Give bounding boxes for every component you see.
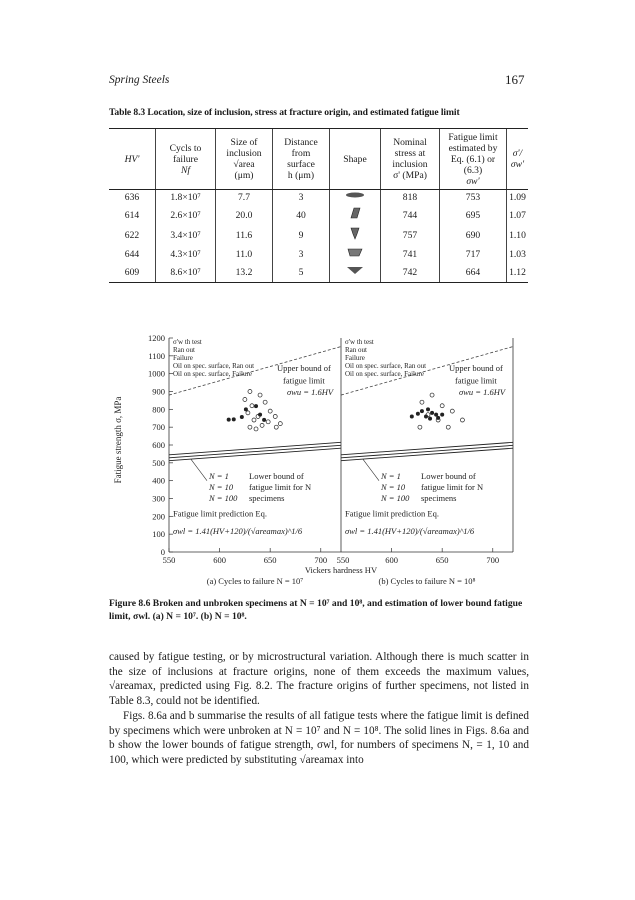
table-row bbox=[109, 246, 528, 264]
header-stress: Nominal stress at inclusion σ' (MPa) bbox=[381, 129, 440, 190]
cell-dist: 3 bbox=[273, 190, 330, 207]
failure-point bbox=[254, 404, 258, 408]
y-tick-label: 800 bbox=[152, 404, 165, 415]
y-tick-label: 500 bbox=[152, 457, 165, 468]
ranout-point bbox=[252, 418, 256, 422]
body-paragraph-2: Figs. 8.6a and b summarise the results of all fatigue tests where the fatigue limit is defined by specimens which were unbroken at N = 10⁷ and N = 10⁸. The solid lines in Figs. 8.6a and b show the lower bounds of fatigue strength, σwl, for numbers of specimens N, = 1, 10 and 100, which were predicted by substituting √areamax into bbox=[109, 710, 529, 766]
y-tick-label: 300 bbox=[152, 493, 165, 504]
x-tick-label: 700 bbox=[486, 555, 500, 565]
lower-bound-label-2: fatigue limit for N bbox=[421, 481, 484, 492]
cell-fatigue: 717 bbox=[440, 246, 507, 264]
failure-point bbox=[410, 414, 414, 418]
x-tick-label: 700 bbox=[314, 555, 328, 565]
ranout-point bbox=[263, 400, 267, 404]
legend-entry: σ'w th test bbox=[345, 338, 374, 346]
legend-entry: Oil on spec. surface, Ran out bbox=[173, 362, 255, 370]
y-tick-label: 400 bbox=[152, 475, 165, 486]
cell-fatigue: 753 bbox=[440, 190, 507, 207]
legend-entry: Oil on spec. surface, Ran out bbox=[345, 362, 427, 370]
cell-stress: 818 bbox=[381, 190, 440, 207]
cell-hv: 636 bbox=[124, 192, 140, 203]
cell-hv: 622 bbox=[124, 230, 140, 241]
y-tick-label: 1100 bbox=[148, 350, 165, 361]
lower-bound-label-3: specimens bbox=[249, 492, 285, 503]
y-tick-label: 900 bbox=[152, 386, 165, 397]
ranout-point bbox=[248, 390, 252, 394]
cell-hv: 644 bbox=[124, 249, 140, 260]
cell-stress: 741 bbox=[381, 246, 440, 264]
header-hv: HV' bbox=[109, 129, 156, 190]
lower-bound-line bbox=[341, 448, 513, 460]
failure-point bbox=[430, 411, 434, 415]
figure-svg bbox=[109, 330, 529, 590]
failure-point bbox=[428, 417, 432, 421]
cell-cycles: 3.4×10⁷ bbox=[156, 226, 216, 246]
inclusion-shape-icon bbox=[330, 246, 381, 264]
y-axis-title: Fatigue strength σ, MPa bbox=[113, 396, 123, 484]
lower-bound-line bbox=[341, 445, 513, 457]
cell-ratio: 1.07 bbox=[507, 206, 529, 226]
leader-line bbox=[191, 459, 207, 480]
failure-point bbox=[416, 412, 420, 416]
lower-bound-n-label: N = 100 bbox=[381, 492, 410, 503]
cell-size: 11.6 bbox=[216, 226, 273, 246]
legend-entry: Ran out bbox=[173, 346, 195, 354]
failure-point bbox=[240, 415, 244, 419]
ranout-point bbox=[260, 423, 264, 427]
failure-point bbox=[232, 417, 236, 421]
failure-point bbox=[424, 414, 428, 418]
ranout-point bbox=[274, 425, 278, 429]
cell-cycles: 4.3×10⁷ bbox=[156, 246, 216, 264]
lower-bound-n-label: N = 10 bbox=[209, 481, 234, 492]
ranout-point bbox=[446, 425, 450, 429]
header-ratio: σ'/σw' bbox=[507, 129, 529, 190]
lower-bound-line bbox=[341, 442, 513, 454]
y-tick-label: 100 bbox=[152, 529, 165, 540]
ranout-point bbox=[418, 425, 422, 429]
table-row bbox=[109, 264, 528, 283]
lower-bound-line bbox=[169, 445, 341, 457]
table-header-row bbox=[109, 129, 528, 190]
leader-line bbox=[363, 459, 379, 480]
failure-point bbox=[258, 413, 262, 417]
legend-entry: σ'w th test bbox=[173, 338, 202, 346]
ranout-point bbox=[440, 404, 444, 408]
lower-bound-label: Lower bound of bbox=[249, 470, 304, 481]
x-tick-label: 650 bbox=[263, 555, 277, 565]
cell-size: 11.0 bbox=[216, 246, 273, 264]
x-tick-label: 550 bbox=[162, 555, 176, 565]
failure-point bbox=[420, 409, 424, 413]
legend-entry: Oil on spec. surface, Failure bbox=[173, 370, 252, 378]
cell-stress: 742 bbox=[381, 264, 440, 283]
cell-size: 20.0 bbox=[216, 206, 273, 226]
figure-caption: Figure 8.6 Broken and unbroken specimens at N = 10⁷ and 10⁸, and estimation of lower bound fatigue limit, σwl. (a) N = 10⁷. (b) N = 10⁸. bbox=[109, 598, 523, 622]
ranout-point bbox=[273, 414, 277, 418]
lower-bound-line bbox=[169, 442, 341, 454]
cell-ratio: 1.12 bbox=[507, 264, 529, 283]
inclusion-shape-icon bbox=[330, 206, 381, 226]
header-cycles: Cycls to failure Nf bbox=[156, 129, 216, 190]
table-row bbox=[109, 206, 528, 226]
ranout-point bbox=[246, 411, 250, 415]
table-row bbox=[109, 190, 528, 207]
legend-entry: Ran out bbox=[345, 346, 367, 354]
cell-cycles: 2.6×10⁷ bbox=[156, 206, 216, 226]
figure-8-6 bbox=[109, 330, 529, 590]
y-tick-label: 600 bbox=[152, 440, 165, 450]
lower-bound-label-3: specimens bbox=[421, 492, 457, 503]
failure-point bbox=[426, 407, 430, 411]
lower-bound-line bbox=[169, 448, 341, 460]
prediction-formula: σwl = 1.41(HV+120)/(√areamax)^1/6 bbox=[173, 526, 303, 537]
prediction-label: Fatigue limit prediction Eq. bbox=[345, 508, 439, 519]
panel-title: (a) Cycles to failure N = 10⁷ bbox=[206, 576, 304, 586]
lower-bound-n-label: N = 100 bbox=[209, 492, 238, 503]
inclusion-shape-icon bbox=[330, 190, 381, 207]
cell-ratio: 1.09 bbox=[507, 190, 529, 207]
legend-entry: Failure bbox=[345, 354, 365, 362]
cell-dist: 9 bbox=[273, 226, 330, 246]
header-fatigue: Fatigue limit estimated by Eq. (6.1) or (6.3) σw' bbox=[440, 129, 507, 190]
ranout-point bbox=[254, 427, 258, 431]
ranout-point bbox=[430, 393, 434, 397]
lower-bound-n-label: N = 1 bbox=[209, 470, 229, 481]
header-size: Size of inclusion √area (μm) bbox=[216, 129, 273, 190]
ranout-point bbox=[243, 398, 247, 402]
x-axis-title: Vickers hardness HV bbox=[304, 565, 378, 575]
ranout-point bbox=[278, 422, 282, 426]
ranout-point bbox=[258, 393, 262, 397]
y-tick-label: 1000 bbox=[148, 368, 165, 379]
ranout-point bbox=[450, 409, 454, 413]
cell-cycles: 8.6×10⁷ bbox=[156, 264, 216, 283]
inclusion-shape-icon bbox=[330, 264, 381, 283]
cell-fatigue: 695 bbox=[440, 206, 507, 226]
legend-entry: Oil on spec. surface, Failure bbox=[345, 370, 424, 378]
upper-bound-label-2: fatigue limit bbox=[283, 375, 325, 386]
table-row bbox=[109, 226, 528, 246]
failure-point bbox=[262, 418, 266, 422]
cell-hv: 614 bbox=[124, 210, 140, 221]
upper-bound-formula: σwu = 1.6HV bbox=[287, 387, 334, 398]
table-caption: Table 8.3 Location, size of inclusion, stress at fracture origin, and estimated fatigue limit bbox=[109, 107, 460, 118]
header-shape: Shape bbox=[330, 129, 381, 190]
cell-dist: 40 bbox=[273, 206, 330, 226]
x-tick-label: 600 bbox=[385, 555, 398, 565]
cell-stress: 744 bbox=[381, 206, 440, 226]
ranout-point bbox=[248, 425, 252, 429]
y-tick-label: 200 bbox=[152, 511, 165, 522]
upper-bound-label-2: fatigue limit bbox=[455, 375, 497, 386]
upper-bound-label: Upper bound of bbox=[449, 362, 503, 373]
x-tick-label: 550 bbox=[336, 555, 350, 565]
cell-size: 7.7 bbox=[216, 190, 273, 207]
lower-bound-n-label: N = 1 bbox=[381, 470, 401, 481]
lower-bound-label: Lower bound of bbox=[421, 470, 476, 481]
ranout-point bbox=[460, 418, 464, 422]
upper-bound-label: Upper bound of bbox=[277, 362, 331, 373]
cell-fatigue: 664 bbox=[440, 264, 507, 283]
prediction-formula: σwl = 1.41(HV+120)/(√areamax)^1/6 bbox=[345, 526, 475, 537]
ranout-point bbox=[250, 404, 254, 408]
ranout-point bbox=[266, 420, 270, 424]
running-head: Spring Steels bbox=[109, 74, 170, 86]
cell-cycles: 1.8×10⁷ bbox=[156, 190, 216, 207]
cell-dist: 3 bbox=[273, 246, 330, 264]
cell-stress: 757 bbox=[381, 226, 440, 246]
prediction-label: Fatigue limit prediction Eq. bbox=[173, 508, 267, 519]
y-tick-label: 0 bbox=[160, 547, 165, 557]
header-distance: Distance from surface h (μm) bbox=[273, 129, 330, 190]
cell-ratio: 1.10 bbox=[507, 226, 529, 246]
upper-bound-formula: σwu = 1.6HV bbox=[459, 387, 506, 398]
inclusion-table bbox=[109, 128, 528, 283]
cell-ratio: 1.03 bbox=[507, 246, 529, 264]
failure-point bbox=[244, 407, 248, 411]
lower-bound-n-label: N = 10 bbox=[381, 481, 406, 492]
page-number: 167 bbox=[505, 72, 525, 87]
x-tick-label: 650 bbox=[435, 555, 449, 565]
x-tick-label: 600 bbox=[213, 555, 226, 565]
failure-point bbox=[436, 416, 440, 420]
cell-fatigue: 690 bbox=[440, 226, 507, 246]
cell-dist: 5 bbox=[273, 264, 330, 283]
body-paragraph-1: caused by fatigue testing, or by microstructural variation. Although there is much scatter in the size of inclusions at fracture origins, none of them exceeds the maximum values, √areamax, predicted using Fig. 8.2. The fracture origins of further specimens, not listed in Table 8.3, could not be identified. bbox=[109, 651, 529, 707]
cell-hv: 609 bbox=[109, 264, 156, 283]
inclusion-shape-icon bbox=[330, 226, 381, 246]
panel-title: (b) Cycles to failure N = 10⁸ bbox=[378, 576, 476, 586]
ranout-point bbox=[420, 400, 424, 404]
y-tick-label: 700 bbox=[152, 422, 165, 433]
failure-point bbox=[227, 418, 231, 422]
ranout-point bbox=[268, 409, 272, 413]
lower-bound-label-2: fatigue limit for N bbox=[249, 481, 312, 492]
failure-point bbox=[440, 413, 444, 417]
cell-size: 13.2 bbox=[216, 264, 273, 283]
y-tick-label: 1200 bbox=[148, 333, 165, 343]
legend-entry: Failure bbox=[173, 354, 193, 362]
